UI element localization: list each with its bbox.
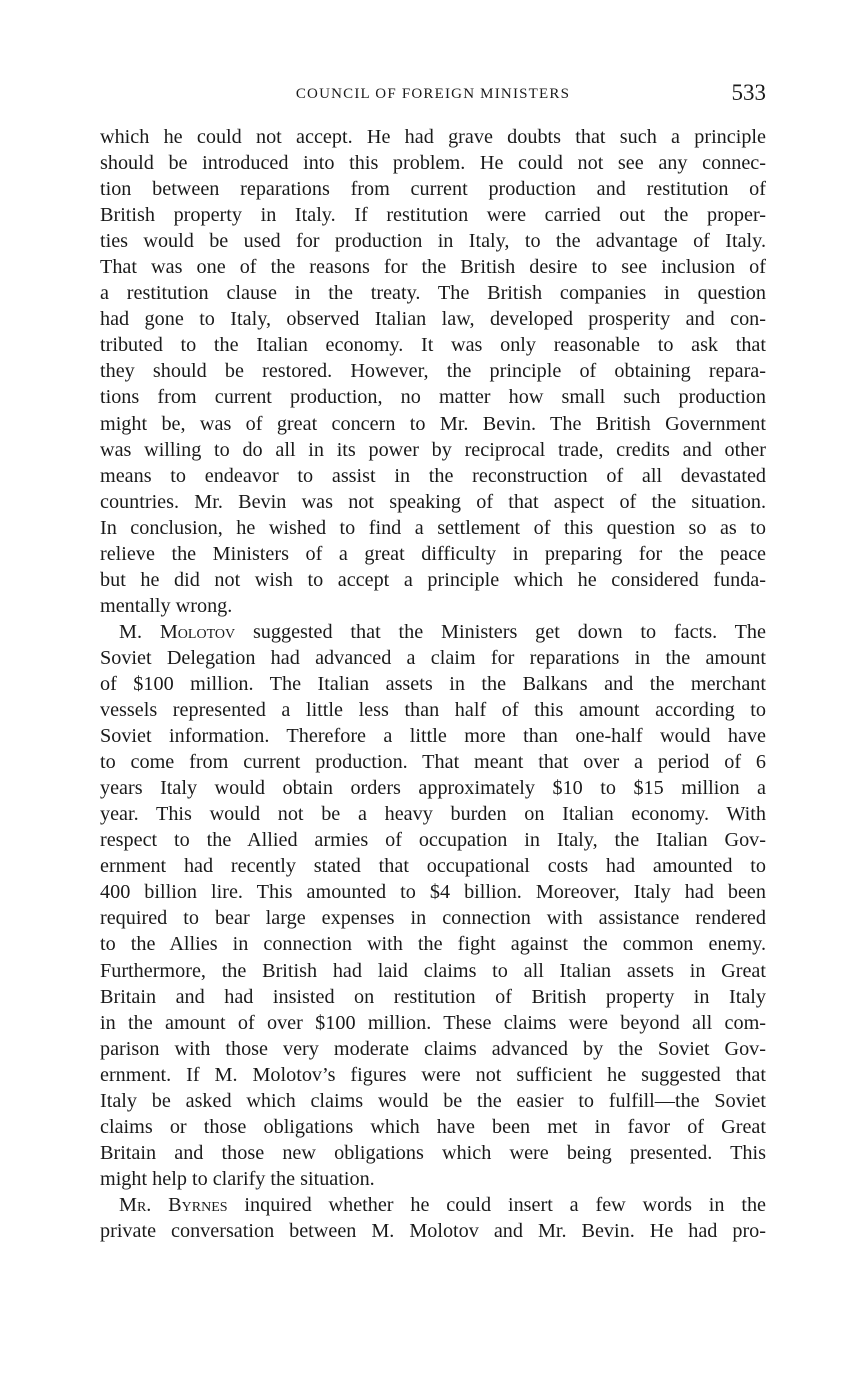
text-line: tributed to the Italian economy. It was only reasonable to ask that [100, 334, 766, 357]
text-line: relieve the Ministers of a great difficulty in preparing for the peace [100, 542, 766, 565]
text-line: in the amount of over $100 million. These claims were beyond all com- [100, 1011, 766, 1034]
text-line: Britain and had insisted on restitution of British property in Italy [100, 985, 766, 1008]
text-line: ernment had recently stated that occupational costs had amounted to [100, 855, 766, 878]
text-line [100, 1192, 766, 1218]
text-line: Soviet Delegation had advanced a claim for reparations in the amount [100, 646, 766, 669]
speaker-name: Mr. Byrnes [119, 1193, 228, 1216]
text-line: required to bear large expenses in connection with assistance rendered [100, 907, 766, 930]
text-line: a restitution clause in the treaty. The British companies in question [100, 282, 766, 305]
text-line: to come from current production. That meant that over a period of 6 [100, 751, 766, 774]
text-line [100, 619, 766, 645]
text-line: private conversation between M. Molotov and Mr. Bevin. He had pro- [100, 1219, 766, 1242]
paragraph-molotov [100, 619, 766, 1192]
text-line: was willing to do all in its power by reciprocal trade, credits and other [100, 438, 766, 461]
paragraph-byrnes [100, 1192, 766, 1244]
text-line: countries. Mr. Bevin was not speaking of that aspect of the situation. [100, 490, 766, 513]
running-title: COUNCIL OF FOREIGN MINISTERS [295, 86, 571, 102]
text-line: of $100 million. The Italian assets in the Balkans and the merchant [100, 672, 766, 695]
text-line: 400 billion lire. This amounted to $4 billion. Moreover, Italy had been [100, 881, 766, 904]
text-line: year. This would not be a heavy burden on Italian economy. With [100, 803, 766, 826]
text-line: Britain and those new obligations which were being presented. This [100, 1141, 766, 1164]
text-line: years Italy would obtain orders approximately $10 to $15 million a [100, 777, 766, 800]
text-line: to the Allies in connection with the fight against the common enemy. [100, 933, 766, 956]
text-line: Furthermore, the British had laid claims to all Italian assets in Great [100, 959, 766, 982]
text-line: respect to the Allied armies of occupation in Italy, the Italian Gov- [100, 829, 766, 852]
body-text [100, 124, 766, 1244]
paragraph-bevin-continued [100, 124, 766, 619]
text-line: ties would be used for production in Italy, to the advantage of Italy. [100, 230, 766, 253]
text-run: inquired whether he could insert a few words in the [227, 1193, 766, 1216]
text-line: ernment. If M. Molotov’s figures were not sufficient he suggested that [100, 1063, 766, 1086]
text-line: That was one of the reasons for the British desire to see inclusion of [100, 256, 766, 279]
text-line: might be, was of great concern to Mr. Bevin. The British Government [100, 412, 766, 435]
text-line: they should be restored. However, the principle of obtaining repara- [100, 360, 766, 383]
text-line: should be introduced into this problem. He could not see any connec- [100, 152, 766, 175]
text-line: but he did not wish to accept a principle which he considered funda- [100, 568, 766, 591]
text-run: suggested that the Ministers get down to facts. The [235, 620, 766, 643]
text-line: mentally wrong. [100, 594, 233, 617]
speaker-name: M. Molotov [119, 620, 236, 643]
text-line: Italy be asked which claims would be the easier to fulfill—the Soviet [100, 1089, 766, 1112]
text-line: tions from current production, no matter how small such production [100, 386, 766, 409]
text-line: In conclusion, he wished to find a settlement of this question so as to [100, 516, 766, 539]
text-line: British property in Italy. If restitution were carried out the proper- [100, 204, 766, 227]
text-line: which he could not accept. He had grave doubts that such a principle [100, 126, 766, 148]
text-line: tion between reparations from current production and restitution of [100, 178, 766, 201]
text-line: means to endeavor to assist in the reconstruction of all devastated [100, 464, 766, 487]
text-line: claims or those obligations which have been met in favor of Great [100, 1115, 766, 1138]
page-number: 533 [731, 80, 766, 105]
running-head [100, 80, 766, 110]
text-line: Soviet information. Therefore a little more than one-half would have [100, 725, 766, 748]
text-line: might help to clarify the situation. [100, 1167, 375, 1190]
text-line: parison with those very moderate claims advanced by the Soviet Gov- [100, 1037, 766, 1060]
text-line: had gone to Italy, observed Italian law, developed prosperity and con- [100, 308, 766, 331]
text-line: vessels represented a little less than half of this amount according to [100, 699, 766, 722]
